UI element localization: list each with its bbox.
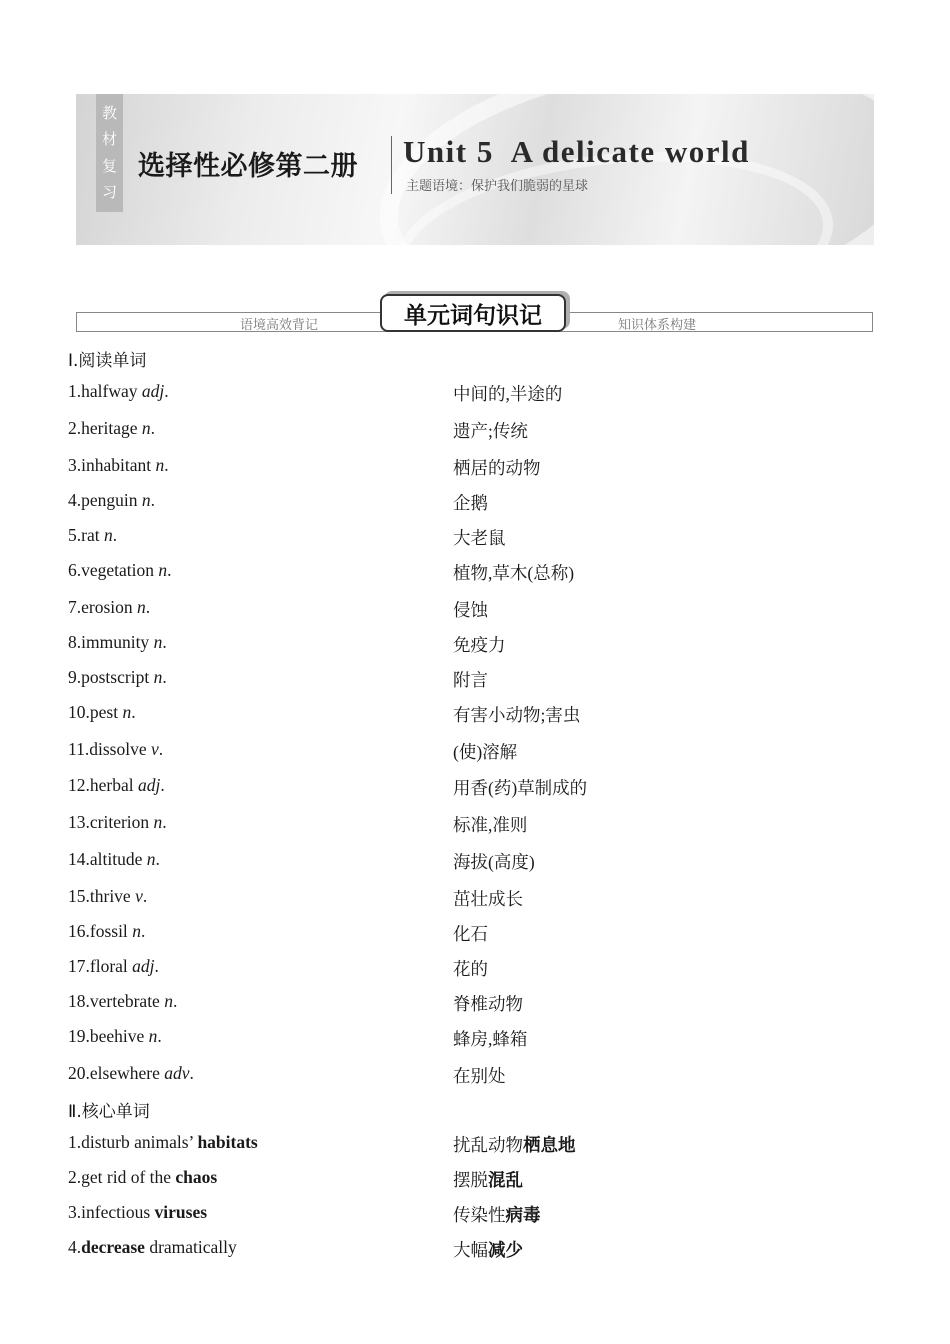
core-phrase-row	[0, 1237, 950, 1267]
vocab-row	[0, 525, 950, 555]
key-word: habitats	[197, 1132, 258, 1152]
vocab-row	[0, 849, 950, 879]
vocab-row	[0, 1063, 950, 1093]
vocab-meaning: 中间的,半途的	[453, 384, 563, 404]
unit-title: Unit 5 A delicate world	[403, 134, 750, 169]
core-phrase-row	[0, 1167, 950, 1197]
vocab-meaning: 在别处	[453, 1066, 506, 1086]
vocab-meaning: 蜂房,蜂箱	[453, 1029, 528, 1049]
part-of-speech: n	[153, 812, 163, 832]
part-of-speech: n	[158, 560, 168, 580]
key-word: viruses	[154, 1202, 208, 1222]
part-of-speech: n	[155, 455, 165, 475]
part-of-speech: v	[135, 886, 143, 906]
part-of-speech: n	[146, 849, 156, 869]
tag-char: 教	[101, 103, 117, 122]
part-of-speech: v	[150, 739, 159, 759]
vocab-word: 16.fossil n.	[68, 921, 146, 941]
key-meaning: 减少	[488, 1240, 523, 1260]
part-of-speech: adj	[132, 956, 155, 976]
core-phrase-row	[0, 1132, 950, 1162]
vocab-row	[0, 702, 950, 732]
core-phrase: 2.get rid of the chaos	[68, 1167, 218, 1187]
vocab-row	[0, 739, 950, 769]
vocab-meaning: 遗产;传统	[453, 421, 528, 441]
vocab-meaning: 有害小动物;害虫	[453, 705, 581, 725]
review-tag	[96, 94, 123, 212]
vocab-row	[0, 455, 950, 485]
vocab-meaning: 大老鼠	[453, 528, 506, 548]
core-phrase: 1.disturb animals’ habitats	[68, 1132, 258, 1152]
part-of-speech: n	[122, 702, 132, 722]
key-meaning: 混乱	[488, 1170, 523, 1190]
vocab-word: 5.rat n.	[68, 525, 118, 545]
vocab-row	[0, 812, 950, 842]
core-phrase-meaning: 扰乱动物栖息地	[453, 1135, 576, 1155]
vocab-row	[0, 560, 950, 590]
part-of-speech: n	[148, 1026, 158, 1046]
vocab-row	[0, 886, 950, 916]
vocab-meaning: 附言	[453, 670, 488, 690]
vocab-row	[0, 418, 950, 448]
vocab-word: 9.postscript n.	[68, 667, 167, 687]
vocab-meaning: 海拔(高度)	[453, 852, 535, 872]
part-of-speech: n	[132, 921, 141, 941]
vocab-row	[0, 490, 950, 520]
vocab-row	[0, 381, 950, 411]
vocab-word: 17.floral adj.	[68, 956, 159, 976]
vocab-row	[0, 597, 950, 627]
part-of-speech: n	[103, 525, 113, 545]
vocab-word: 7.erosion n.	[68, 597, 151, 617]
vocab-word: 12.herbal adj.	[68, 775, 165, 795]
part2-heading: Ⅱ.核心单词	[68, 1102, 150, 1122]
vocab-row	[0, 1026, 950, 1056]
vocab-row	[0, 956, 950, 986]
part1-heading: Ⅰ.阅读单词	[68, 351, 147, 371]
core-phrase-meaning: 传染性病毒	[453, 1205, 541, 1225]
core-phrase: 4.decrease dramatically	[68, 1237, 237, 1257]
part-of-speech: n	[153, 667, 163, 687]
title-divider	[391, 136, 392, 194]
vocab-row	[0, 921, 950, 951]
vocab-row	[0, 991, 950, 1021]
vocab-meaning: 植物,草木(总称)	[453, 563, 575, 583]
vocab-word: 11.dissolve v.	[68, 739, 164, 759]
vocab-word: 10.pest n.	[68, 702, 136, 722]
vocab-meaning: 标准,准则	[453, 815, 528, 835]
core-phrase-row	[0, 1202, 950, 1232]
tag-char: 复	[101, 156, 117, 175]
key-word: decrease	[81, 1237, 145, 1257]
part-of-speech: adv	[164, 1063, 190, 1083]
vocab-word: 6.vegetation n.	[68, 560, 172, 580]
vocab-meaning: 茁壮成长	[453, 889, 523, 909]
theme-subtitle: 主题语境：保护我们脆弱的星球	[406, 179, 589, 194]
key-meaning: 栖息地	[523, 1135, 576, 1155]
tag-char: 材	[101, 130, 117, 149]
part-of-speech: n	[137, 597, 146, 617]
vocab-word: 19.beehive n.	[68, 1026, 162, 1046]
key-word: chaos	[175, 1167, 218, 1187]
part-of-speech: n	[153, 632, 163, 652]
vocab-word: 20.elsewhere adv.	[68, 1063, 194, 1083]
part-of-speech: n	[141, 490, 151, 510]
section-title: 单元词句识记	[380, 294, 566, 332]
vocab-word: 8.immunity n.	[68, 632, 167, 652]
section-right-label: 知识体系构建	[618, 318, 697, 333]
vocab-word: 15.thrive v.	[68, 886, 148, 906]
key-meaning: 病毒	[505, 1205, 541, 1225]
vocab-meaning: 花的	[453, 959, 488, 979]
core-phrase: 3.infectious viruses	[68, 1202, 208, 1222]
part-of-speech: adj	[141, 381, 165, 401]
vocab-meaning: 栖居的动物	[453, 458, 541, 478]
vocab-word: 14.altitude n.	[68, 849, 160, 869]
book-title: 选择性必修第二册	[138, 151, 358, 182]
vocab-meaning: 企鹅	[453, 493, 488, 513]
vocab-meaning: 侵蚀	[453, 600, 488, 620]
vocab-word: 18.vertebrate n.	[68, 991, 178, 1011]
part-of-speech: n	[164, 991, 173, 1011]
core-phrase-meaning: 摆脱混乱	[453, 1170, 523, 1190]
vocab-word: 13.criterion n.	[68, 812, 167, 832]
tag-char: 习	[101, 183, 117, 202]
vocab-word: 2.heritage n.	[68, 418, 155, 438]
vocab-row	[0, 667, 950, 697]
vocab-meaning: 用香(药)草制成的	[453, 778, 588, 798]
vocab-meaning: 脊椎动物	[453, 994, 523, 1014]
section-left-label: 语境高效背记	[240, 318, 319, 333]
vocab-word: 3.inhabitant n.	[68, 455, 169, 475]
vocab-row	[0, 775, 950, 805]
core-phrase-meaning: 大幅减少	[453, 1240, 523, 1260]
unit-banner	[76, 94, 874, 245]
vocab-meaning: 免疫力	[453, 635, 506, 655]
vocab-meaning: (使)溶解	[453, 742, 518, 762]
vocab-row	[0, 632, 950, 662]
vocab-word: 1.halfway adj.	[68, 381, 169, 401]
part-of-speech: n	[141, 418, 151, 438]
vocab-meaning: 化石	[453, 924, 488, 944]
part-of-speech: adj	[137, 775, 161, 795]
vocab-word: 4.penguin n.	[68, 490, 156, 510]
